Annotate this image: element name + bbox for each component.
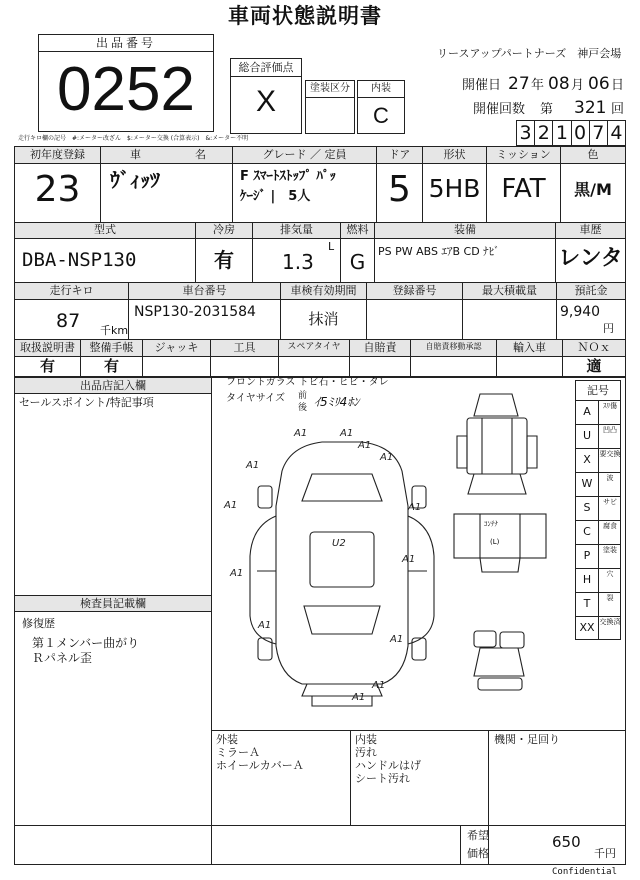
tire-rear-label: 後 — [298, 403, 308, 413]
hdr-shape: 形状 — [443, 148, 466, 161]
legend-code: T — [583, 597, 591, 610]
hdr-deposit: 預託金 — [574, 284, 608, 297]
mission-value: FAT — [501, 174, 546, 204]
legend-code: H — [582, 573, 592, 586]
grade-line2: ｹｰｼﾞ | 5人 — [240, 189, 311, 204]
hdr-history: 車歴 — [579, 223, 602, 236]
inspector-header: 検査員記載欄 — [80, 597, 146, 610]
doors-value: 5 — [388, 169, 411, 210]
hdr-car: 車 — [130, 148, 141, 161]
manual-value: 有 — [39, 357, 55, 375]
shape-value: 5HB — [428, 174, 481, 203]
fuel-value: G — [349, 250, 366, 274]
hdr-displacement: 排気量 — [280, 223, 313, 236]
car-name-value: ｳﾞｨｯﾂ — [110, 168, 160, 192]
legend-label: サビ — [603, 498, 617, 506]
hdr-color: 色 — [587, 148, 599, 161]
hdr-service-book: 整備手帳 — [89, 341, 134, 354]
price-unit: 千円 — [594, 847, 616, 860]
hdr-manual: 取扱説明書 — [20, 341, 75, 354]
overall-box: 総合評価点 X — [230, 58, 302, 134]
exterior-item-2: ホイールカバーＡ — [216, 759, 304, 772]
deposit-value: 9,940 — [560, 304, 601, 320]
engine-label: 機関・足回り — [494, 733, 560, 746]
serial-number: 3 2 1 0 7 4 — [516, 120, 626, 146]
hdr-inspection: 車検有効期間 — [290, 284, 357, 297]
hdr-spare-tire: スペアタイヤ — [287, 342, 341, 352]
damage-mark: A1 — [380, 452, 394, 463]
displacement-value: 1.3 — [282, 250, 314, 274]
legend-label: 要交換 — [599, 450, 621, 458]
hdr-reg-number: 登録番号 — [392, 284, 437, 297]
first-reg-value: 23 — [34, 169, 81, 210]
repair-history-label: 修復歴 — [22, 617, 55, 630]
legend-label: 裂 — [606, 594, 614, 602]
legend-code: XX — [579, 621, 595, 634]
legend-label: 穴 — [606, 570, 614, 578]
hdr-liability: 自賠責 — [363, 341, 397, 354]
interior-box: 内装 C — [357, 80, 405, 134]
interior-item-2: ハンドルはげ — [355, 759, 421, 772]
hdr-name: 名 — [195, 148, 206, 161]
hdr-import: 輸入車 — [513, 341, 546, 354]
exterior-label: 外装 — [216, 733, 238, 746]
diagram-tire-label: タイヤサイズ — [226, 393, 285, 404]
legend-label: ｽﾘ傷 — [603, 402, 617, 410]
vehicle-damage-diagram — [212, 376, 574, 724]
equipment-value: PS PW ABS ｴｱB CD ﾅﾋﾞ — [378, 245, 500, 258]
hdr-model: 型式 — [94, 223, 116, 236]
displacement-unit: L — [328, 240, 335, 253]
damage-mark: A1 — [246, 460, 260, 471]
damage-mark: A1 — [294, 428, 308, 439]
svg-text:ｺﾝﾃﾅ: ｺﾝﾃﾅ — [484, 520, 498, 528]
hdr-fuel: 燃料 — [346, 223, 369, 236]
damage-mark: A1 — [358, 440, 372, 451]
confidential-mark: Confidential — [552, 867, 618, 877]
interior-grade: C — [373, 103, 389, 128]
legend-label: 凹凸 — [603, 426, 617, 434]
legend-label: 塗装 — [603, 546, 617, 554]
interior-notes-label: 内装 — [355, 733, 377, 746]
hdr-nox: ＮＯｘ — [577, 341, 611, 354]
legend-code: P — [583, 549, 591, 562]
dealer-header: 出品店記入欄 — [80, 379, 146, 392]
grade-line1: F ｽﾏｰﾄｽﾄｯﾌﾟ ﾊﾟｯ — [240, 169, 336, 184]
damage-mark: A1 — [230, 568, 244, 579]
damage-mark: A1 — [402, 554, 416, 565]
hdr-tools: 工具 — [233, 341, 256, 354]
hdr-first-reg: 初年度登録 — [30, 148, 85, 161]
tire-front-label: 前 — [298, 391, 308, 401]
price-label-1: 希望 — [467, 829, 489, 842]
legend-code: S — [583, 501, 591, 514]
diagram-windshield-label: フロントガラス トビ石・ヒビ・タレ — [226, 377, 389, 388]
inspection-value: 抹消 — [308, 310, 339, 328]
damage-mark: A1 — [352, 692, 366, 703]
damage-mark: A1 — [408, 502, 422, 513]
inspector-note-1: 第１メンバー曲がり — [32, 636, 140, 650]
paint-box: 塗装区分 — [305, 80, 355, 134]
exhibit-number: 0252 — [57, 55, 195, 124]
interior-item-3: シート汚れ — [355, 772, 410, 785]
hdr-max-load: 最大積載量 — [482, 284, 537, 297]
legend-code: W — [581, 477, 593, 490]
mileage-unit: 千km — [100, 324, 129, 337]
hdr-mission: ミッション — [496, 148, 551, 161]
venue: リースアップパートナーズ 神戸会場 — [437, 47, 622, 60]
legend-label: 腐食 — [603, 522, 617, 530]
price-value: 650 — [552, 833, 581, 851]
legend-code: X — [583, 453, 591, 466]
hdr-chassis: 車台番号 — [182, 284, 227, 297]
history-value: レンタ — [558, 246, 623, 271]
hdr-grade: グレード ／ 定員 — [262, 148, 347, 161]
model-value: DBA-NSP130 — [22, 249, 137, 271]
exterior-item-1: ミラーＡ — [216, 746, 260, 759]
exhibit-number-box — [38, 34, 214, 132]
overall-score: X — [255, 85, 276, 118]
hdr-liability-transfer: 自賠責移動承認 — [425, 342, 482, 351]
deposit-unit: 円 — [603, 322, 614, 335]
legend-code: C — [583, 525, 591, 538]
damage-mark: A1 — [258, 620, 272, 631]
legend-code: A — [583, 405, 591, 418]
damage-mark: A1 — [340, 428, 354, 439]
page-title: 車両状態説明書 — [228, 4, 382, 28]
damage-mark: A1 — [390, 634, 404, 645]
tire-note: ｲ5ﾐﾘ4ﾎﾝ — [314, 395, 360, 409]
legend-code: U — [582, 429, 592, 442]
chassis-value: NSP130-2031584 — [134, 304, 256, 320]
hdr-equipment: 装備 — [454, 223, 476, 236]
damage-mark: U2 — [332, 538, 346, 549]
hdr-mileage: 走行キロ — [49, 284, 94, 297]
ac-value: 有 — [214, 248, 234, 272]
mileage-note: 走行キロ欄の記号 #:メーター改ざん $:メーター交換 (合算表示) &:メーター不明 — [18, 135, 249, 142]
dealer-label: セールスポイント/特記事項 — [19, 396, 154, 409]
interior-item-1: 汚れ — [355, 746, 377, 759]
legend-label: 交換済 — [599, 618, 621, 626]
nox-value: 適 — [586, 357, 602, 375]
svg-text:(L): (L) — [490, 538, 500, 546]
hdr-doors: ドア — [388, 148, 411, 161]
hdr-ac: 冷房 — [213, 223, 235, 236]
hdr-jack: ジャッキ — [154, 341, 199, 354]
exhibit-label: 出品番号 — [95, 36, 156, 50]
price-label-2: 価格 — [467, 847, 489, 860]
legend-label: 波 — [606, 474, 614, 482]
damage-mark: A1 — [372, 680, 386, 691]
color-value: 黒/M — [574, 180, 612, 199]
mileage-value: 87 — [56, 310, 81, 332]
service-book-value: 有 — [103, 357, 119, 375]
legend-header: 記号 — [587, 384, 609, 397]
inspector-note-2: Ｒパネル歪 — [32, 651, 93, 665]
damage-mark: A1 — [224, 500, 238, 511]
